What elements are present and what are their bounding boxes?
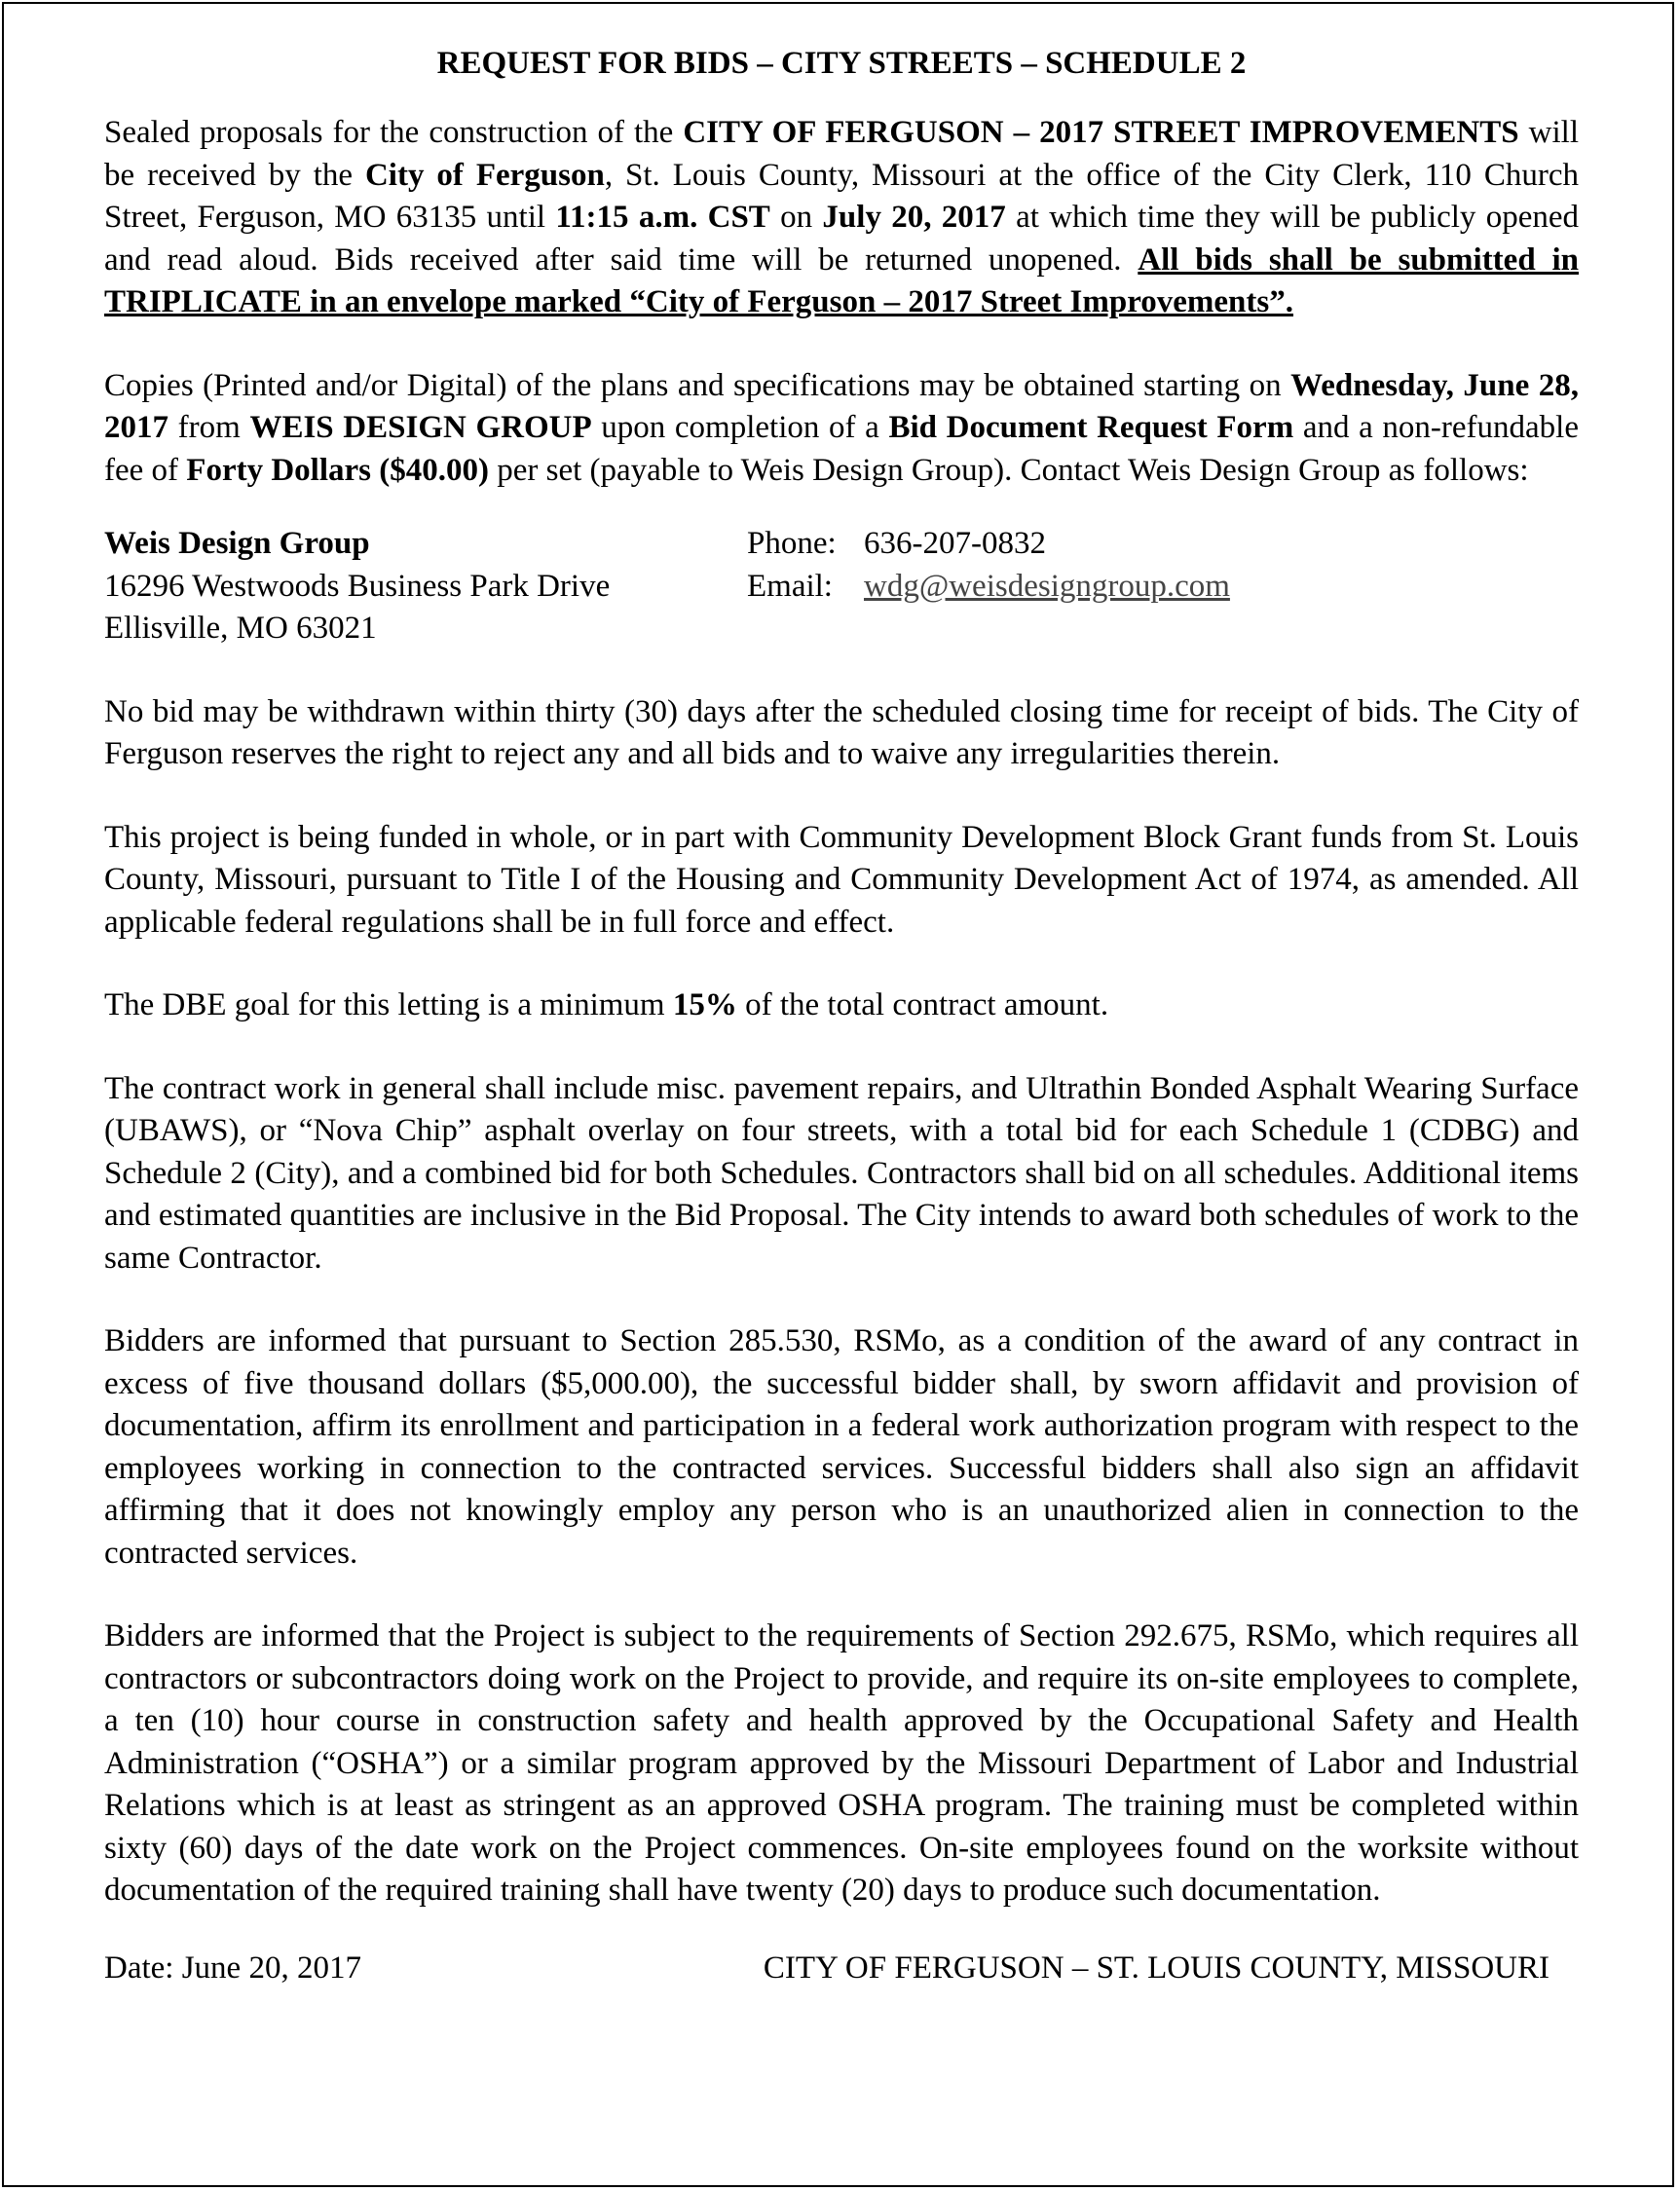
bid-date: July 20, 2017 [822,200,1006,235]
phone-number: 636-207-0832 [864,526,1046,561]
text: , St. Louis County, Missouri at the office of the City Clerk, 110 Church Street, Ferguson, MO 63135 until [104,157,1579,235]
document-footer [104,1948,1579,1990]
fee-amount: Forty Dollars ($40.00) [186,452,489,488]
text: of the total contract amount. [736,987,1109,1022]
contact-block [104,523,1579,650]
submission-instructions: All bids shall be submitted in TRIPLICATE in an envelope marked “City of Ferguson – 2017 Street Improvements”. [104,241,1580,319]
text: Sealed proposals for the construction of the [104,115,684,150]
availability-date: Wednesday, June 28, 2017 [104,367,1579,445]
paragraph-dbe-goal [104,984,1579,1027]
text: on [769,200,823,235]
text: at which time they will be publicly opened and read aloud. Bids received after said time will be returned unopened. [104,200,1580,278]
contact-address [104,523,747,650]
contact-address-line2: Ellisville, MO 63021 [104,611,377,646]
document-page [2,2,1674,2187]
firm-name: WEIS DESIGN GROUP [249,410,592,445]
paragraph-work-authorization: Bidders are informed that pursuant to Section 285.530, RSMo, as a condition of the award of any contract in excess of five thousand dollars ($5,000.00), the successful bidder shall, by sworn affidavit and provision of documentation, affirm its enrollment and participation in a federal work authorization program with respect to the employees working in connection to the contracted services. Successful bidders shall also sign an affidavit affirming that it does not knowingly employ any person who is an unauthorized alien in connection to the contracted services. [104,1323,1579,1571]
paragraph-sealed-proposals [104,112,1579,324]
email-link[interactable]: wdg@weisdesigngroup.com [864,568,1230,604]
text: per set (payable to Weis Design Group). Contact Weis Design Group as follows: [488,452,1529,488]
text: upon completion of a [591,410,889,445]
document-title: REQUEST FOR BIDS – CITY STREETS – SCHEDULE 2 [436,46,1247,81]
form-name: Bid Document Request Form [888,410,1294,445]
paragraph-osha: Bidders are informed that the Project is subject to the requirements of Section 292.675, RSMo, which requires all contractors or subcontractors doing work on the Project to provide, and require its on-site employees to complete, a ten (10) hour course in construction safety and health approved by the Occupational Safety and Health Administration (“OSHA”) or a similar program approved by the Missouri Department of Labor and Industrial Relations which is at least as stringent as an approved OSHA program. The training must be completed within sixty (60) days of the date work on the Project commences. On-site employees found on the worksite without documentation of the required training shall have twenty (20) days to produce such documentation. [104,1618,1579,1908]
paragraph-contract-work: The contract work in general shall include misc. pavement repairs, and Ultrathin Bonded Asphalt Wearing Surface (UBAWS), or “Nova Chip” asphalt overlay on four streets, with a total bid for each Schedule 1 (CDBG) and Schedule 2 (City), and a combined bid for both Schedules. Contractors shall bid on all schedules. Additional items and estimated quantities are inclusive in the Bid Proposal. The City intends to award both schedules of work to the same Contractor. [104,1070,1579,1276]
phone-label: Phone: [747,526,837,561]
email-label: Email: [747,568,833,604]
text: The DBE goal for this letting is a minimum [104,987,673,1022]
contact-name: Weis Design Group [104,526,370,561]
contact-address-line1: 16296 Westwoods Business Park Drive [104,568,611,604]
project-name: CITY OF FERGUSON – 2017 STREET IMPROVEMENTS [683,115,1519,150]
paragraph-funding: This project is being funded in whole, or in part with Community Development Block Grant funds from St. Louis County, Missouri, pursuant to Title I of the Housing and Community Development Act of 1974, as amended. All applicable federal regulations shall be in full force and effect. [104,819,1579,940]
contact-phone-row [747,523,1579,566]
bid-time: 11:15 a.m. CST [555,200,770,235]
document-content [104,43,1579,1989]
footer-date: Date: June 20, 2017 [104,1950,361,1986]
text: from [168,410,250,445]
footer-issuer: CITY OF FERGUSON – ST. LOUIS COUNTY, MISSOURI [763,1950,1549,1986]
text: will be received by the [104,115,1579,193]
contact-details [747,523,1579,650]
text: and a non-refundable fee of [104,410,1579,488]
contact-email-row [747,566,1579,609]
text: Copies (Printed and/or Digital) of the plans and specifications may be obtained starting on [104,367,1291,403]
city-name: City of Ferguson [364,157,605,193]
paragraph-copies [104,365,1579,493]
paragraph-withdrawal: No bid may be withdrawn within thirty (30) days after the scheduled closing time for receipt of bids. The City of Ferguson reserves the right to reject any and all bids and to waive any irregularities therein. [104,693,1579,771]
dbe-percentage: 15% [672,987,737,1022]
